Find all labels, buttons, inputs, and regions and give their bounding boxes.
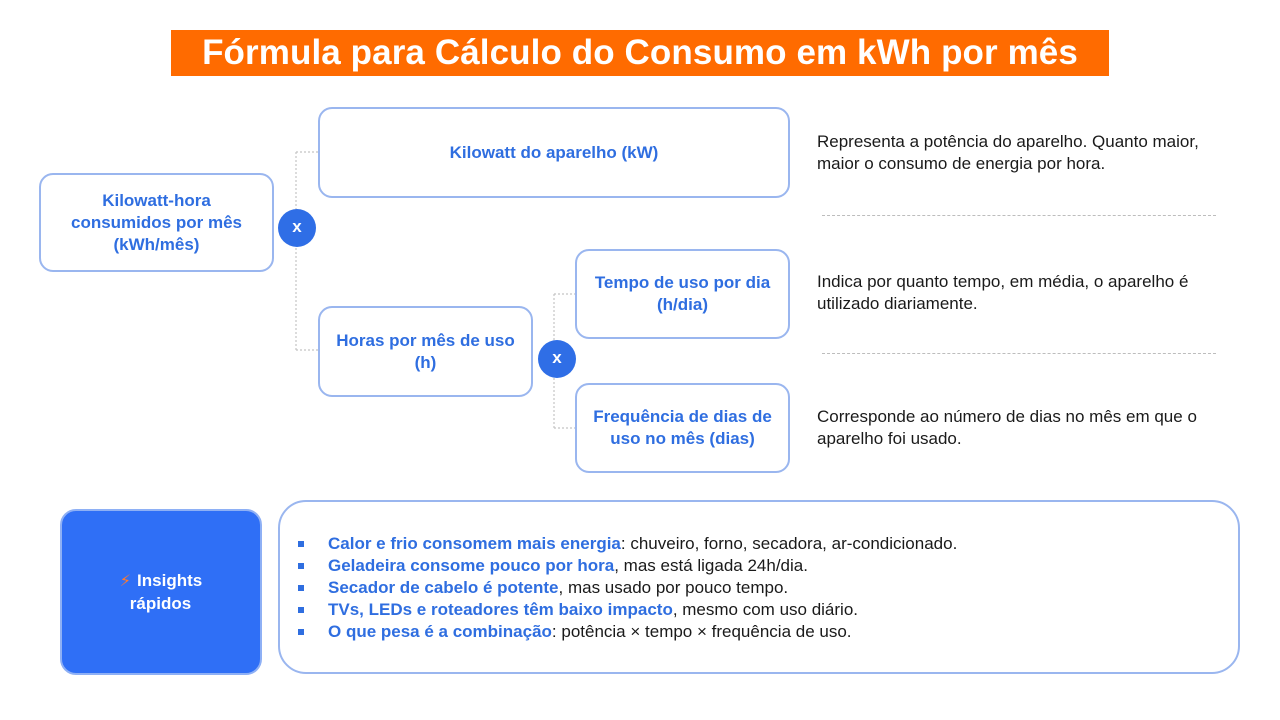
- insight-text: : chuveiro, forno, secadora, ar-condicionado.: [620, 534, 958, 553]
- hours-per-month-label: Horas por mês de uso (h): [336, 330, 515, 372]
- insight-item: [298, 599, 957, 621]
- hours-per-month-box: [318, 306, 533, 397]
- time-per-day-box: [575, 249, 790, 339]
- insight-text: , mesmo com uso diário.: [672, 600, 859, 619]
- bullet-square-icon: [298, 563, 304, 569]
- insight-item: [298, 577, 957, 599]
- insights-tile-label-2: rápidos: [129, 593, 192, 613]
- page-title: Fórmula para Cálculo do Consumo em kWh por mês: [171, 30, 1109, 76]
- multiply-icon-2: x: [538, 340, 576, 378]
- bullet-square-icon: [298, 607, 304, 613]
- kw-box: [318, 107, 790, 198]
- insights-list: [298, 533, 957, 643]
- insight-highlight: O que pesa é a combinação: [328, 622, 552, 641]
- time-per-day-description: Indica por quanto tempo, em média, o aparelho é utilizado diariamente.: [817, 272, 1189, 313]
- days-frequency-box: [575, 383, 790, 473]
- bullet-square-icon: [298, 585, 304, 591]
- insight-highlight: Calor e frio consomem mais energia: [328, 534, 621, 553]
- days-frequency-label: Frequência de dias de uso no mês (dias): [593, 407, 772, 448]
- kw-description: Representa a potência do aparelho. Quanto maior, maior o consumo de energia por hora.: [817, 132, 1199, 173]
- insight-text: : potência × tempo × frequência de uso.: [551, 622, 852, 641]
- insight-highlight: Secador de cabelo é potente: [328, 578, 559, 597]
- insight-highlight: TVs, LEDs e roteadores têm baixo impacto: [328, 600, 673, 619]
- insight-item: [298, 533, 957, 555]
- insights-panel: [278, 500, 1240, 674]
- root-kwh-box: [39, 173, 274, 272]
- bullet-square-icon: [298, 629, 304, 635]
- time-per-day-label: Tempo de uso por dia (h/dia): [594, 273, 771, 314]
- insight-item: [298, 555, 957, 577]
- lightning-bolt-icon: ⚡: [119, 572, 132, 590]
- insights-tile-content: [120, 570, 202, 615]
- insight-highlight: Geladeira consome pouco por hora: [328, 556, 615, 575]
- divider-1: [822, 215, 1216, 216]
- root-kwh-label: Kilowatt-hora consumidos por mês (kWh/mês): [71, 190, 242, 254]
- bullet-square-icon: [298, 541, 304, 547]
- divider-2: [822, 353, 1216, 354]
- insights-tile: [60, 509, 262, 675]
- days-frequency-description: Corresponde ao número de dias no mês em que o aparelho foi usado.: [817, 407, 1197, 448]
- insight-item: [298, 621, 957, 643]
- insight-text: , mas está ligada 24h/dia.: [614, 556, 808, 575]
- insights-tile-label-1: Insights: [137, 570, 203, 590]
- multiply-icon-1: x: [278, 209, 316, 247]
- kw-label: Kilowatt do aparelho (kW): [449, 142, 659, 162]
- insight-text: , mas usado por pouco tempo.: [558, 578, 789, 597]
